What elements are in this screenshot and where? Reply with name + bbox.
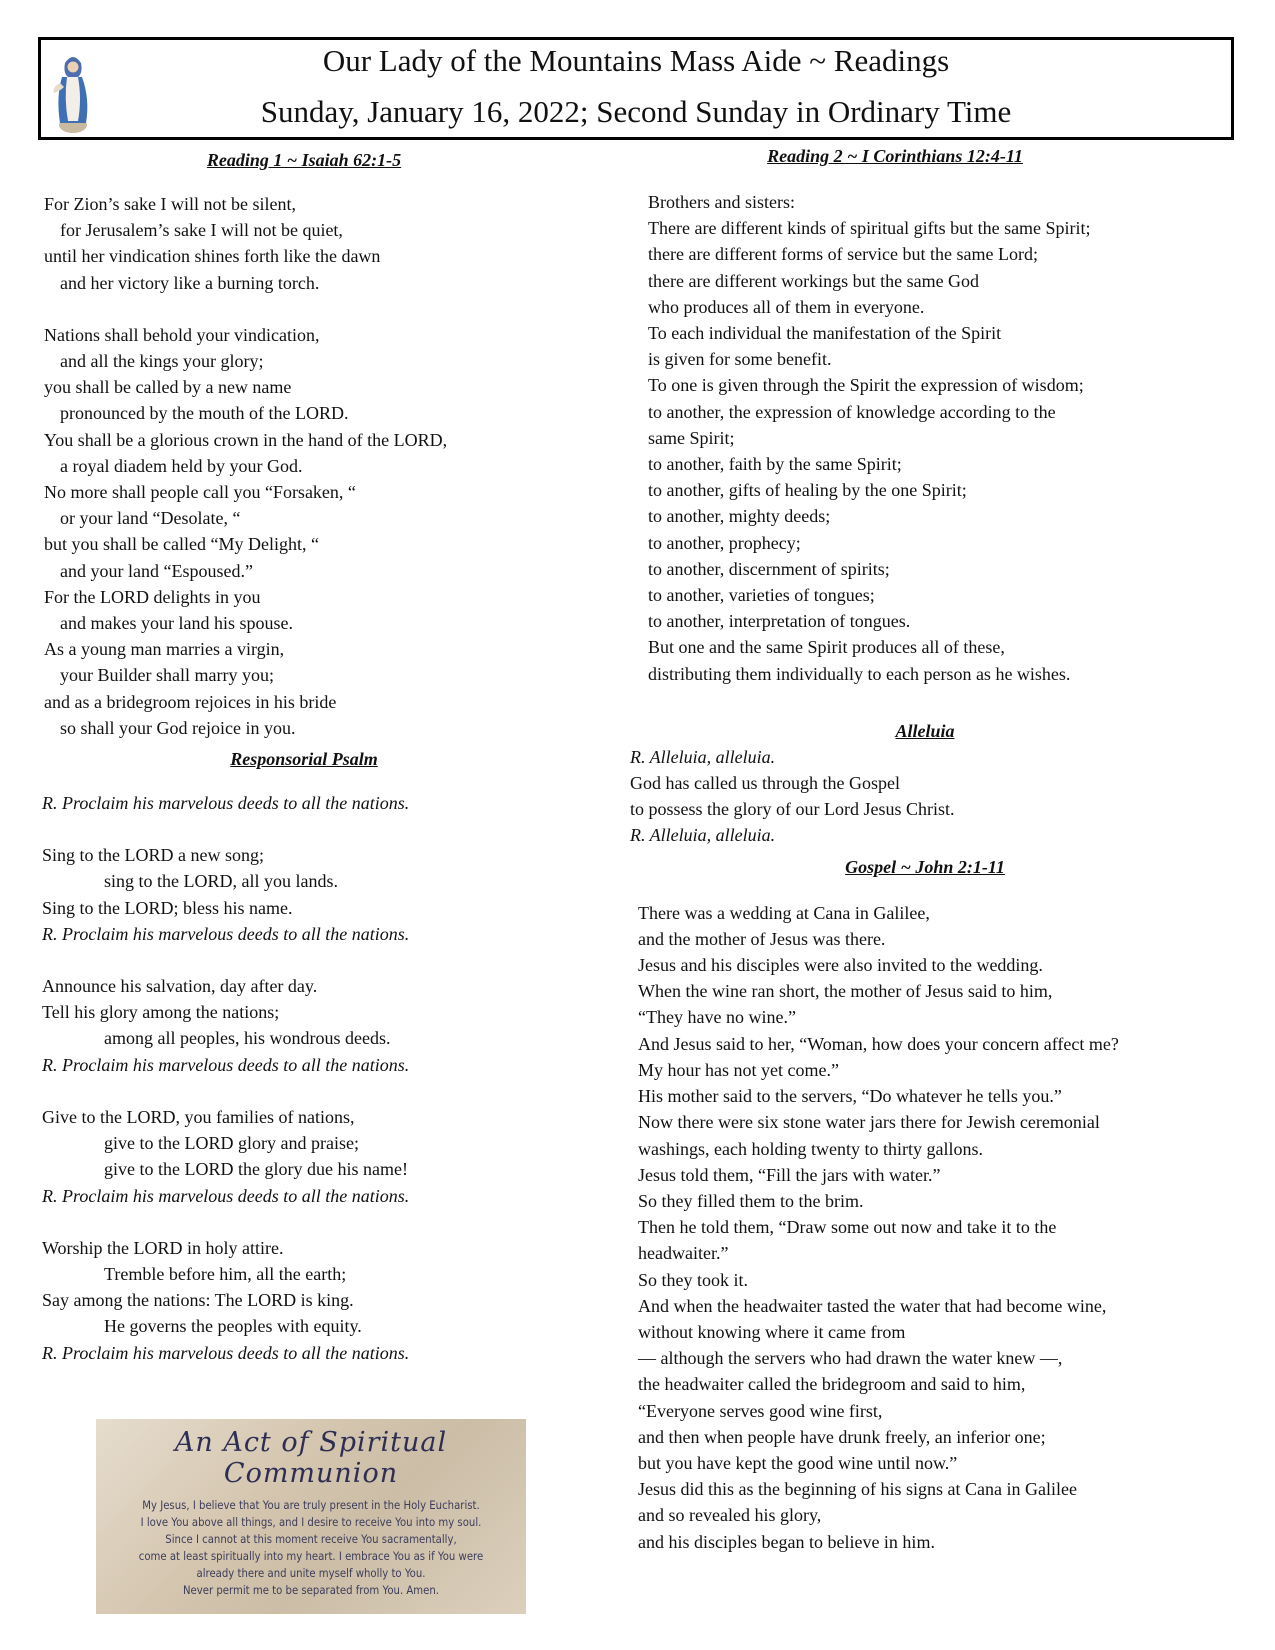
page-subtitle: Sunday, January 16, 2022; Second Sunday in Ordinary Time [260, 94, 1012, 129]
response-line: R. Alleluia, alleluia. [630, 825, 776, 846]
communion-line: come at least spiritually into my heart. I embrace You as if You were [138, 1549, 484, 1563]
text-line: who produces all of them in everyone. [648, 296, 925, 317]
text-line: My hour has not yet come.” [638, 1059, 839, 1080]
text-line: and makes your land his spouse. [60, 613, 293, 634]
spiritual-communion-card [96, 1419, 526, 1614]
text-line: For the LORD delights in you [44, 586, 261, 607]
text-line: Then he told them, “Draw some out now and take it to the [638, 1217, 1057, 1238]
psalm-text [42, 790, 624, 1366]
text-line: When the wine ran short, the mother of Jesus said to him, [638, 981, 1053, 1002]
text-line: and her victory like a burning torch. [60, 272, 320, 293]
text-line: and all the kings your glory; [60, 351, 264, 372]
text-line: headwaiter.” [638, 1243, 729, 1264]
text-line: pronounced by the mouth of the LORD. [60, 403, 349, 424]
spacer [42, 947, 624, 973]
reading1-text [44, 191, 624, 741]
spacer [44, 296, 624, 322]
text-line: to another, discernment of spirits; [648, 558, 890, 579]
spacer [42, 816, 624, 842]
text-line: among all peoples, his wondrous deeds. [104, 1028, 391, 1049]
text-line: sing to the LORD, all you lands. [104, 871, 338, 892]
text-line: and the mother of Jesus was there. [638, 928, 886, 949]
text-line: for Jerusalem’s sake I will not be quiet, [60, 220, 343, 241]
text-line: And Jesus said to her, “Woman, how does your concern affect me? [638, 1033, 1119, 1054]
text-line: Brothers and sisters: [648, 192, 795, 212]
text-line: but you shall be called “My Delight, “ [44, 534, 319, 555]
text-line: No more shall people call you “Forsaken, “ [44, 482, 356, 503]
text-line: the headwaiter called the bridegroom and said to him, [638, 1374, 1026, 1395]
text-line: your Builder shall marry you; [60, 665, 274, 686]
text-line: For Zion’s sake I will not be silent, [44, 194, 296, 214]
text-line: God has called us through the Gospel [630, 773, 900, 794]
text-line: Tell his glory among the nations; [42, 1002, 280, 1023]
communion-line: Never permit me to be separated from You. Amen. [182, 1583, 440, 1597]
communion-line: I love You above all things, and I desire to receive You into my soul. [140, 1515, 482, 1529]
text-line: you shall be called by a new name [44, 377, 292, 398]
text-line: and his disciples began to believe in him. [638, 1531, 935, 1552]
text-line: and then when people have drunk freely, an inferior one; [638, 1426, 1046, 1447]
text-line: to another, prophecy; [648, 532, 801, 553]
text-line: To each individual the manifestation of the Spirit [648, 323, 1002, 344]
right-column [630, 146, 1240, 1555]
text-line: so shall your God rejoice in you. [60, 717, 296, 738]
text-line: to another, interpretation of tongues. [648, 611, 911, 632]
alleluia-text [630, 744, 1240, 849]
text-line: to possess the glory of our Lord Jesus Christ. [630, 799, 955, 820]
response-line: R. Proclaim his marvelous deeds to all the nations. [42, 1185, 410, 1206]
text-line: As a young man marries a virgin, [44, 639, 285, 660]
text-line: Tremble before him, all the earth; [104, 1263, 347, 1284]
text-line: But one and the same Spirit produces all of these, [648, 637, 1005, 658]
text-line: there are different forms of service but the same Lord; [648, 244, 1039, 265]
response-line: R. Alleluia, alleluia. [630, 746, 776, 767]
text-line: “They have no wine.” [638, 1007, 796, 1028]
text-line: So they filled them to the brim. [638, 1190, 864, 1211]
text-line: His mother said to the servers, “Do whatever he tells you.” [638, 1086, 1062, 1107]
text-line: same Spirit; [648, 427, 735, 448]
text-line: to another, varieties of tongues; [648, 585, 875, 606]
text-line: a royal diadem held by your God. [60, 455, 303, 476]
text-line: and your land “Espoused.” [60, 560, 253, 581]
text-line: And when the headwaiter tasted the water that had become wine, [638, 1295, 1107, 1316]
text-line: until her vindication shines forth like the dawn [44, 246, 381, 267]
text-line: to another, mighty deeds; [648, 506, 831, 527]
text-line: distributing them individually to each person as he wishes. [648, 663, 1071, 684]
text-line: Jesus did this as the beginning of his signs at Cana in Galilee [638, 1479, 1077, 1500]
text-line: Jesus and his disciples were also invited to the wedding. [638, 955, 1043, 976]
text-line: to another, gifts of healing by the one Spirit; [648, 480, 967, 501]
reading1-heading: Reading 1 ~ Isaiah 62:1-5 [206, 150, 402, 170]
communion-line: Since I cannot at this moment receive You sacramentally, [165, 1532, 457, 1546]
text-line: You shall be a glorious crown in the hand of the LORD, [44, 429, 448, 450]
reading2-text [648, 189, 1240, 687]
gospel-heading: Gospel ~ John 2:1-11 [845, 856, 1005, 877]
text-line: Say among the nations: The LORD is king. [42, 1290, 354, 1311]
text-line: Now there were six stone water jars there for Jewish ceremonial [638, 1112, 1100, 1133]
response-line: R. Proclaim his marvelous deeds to all the nations. [42, 1342, 410, 1363]
header-box [38, 37, 1234, 140]
text-line: give to the LORD the glory due his name! [104, 1159, 408, 1180]
text-line: He governs the peoples with equity. [104, 1316, 362, 1337]
text-line: Give to the LORD, you families of nations, [42, 1106, 355, 1127]
text-line: So they took it. [638, 1269, 749, 1290]
communion-title: An Act of Spiritual Communion [174, 1427, 448, 1489]
gospel-text [638, 900, 1240, 1555]
text-line: Announce his salvation, day after day. [42, 976, 318, 997]
text-line: To one is given through the Spirit the expression of wisdom; [648, 375, 1084, 396]
spacer [42, 1209, 624, 1235]
text-line: Jesus told them, “Fill the jars with water.” [638, 1164, 941, 1185]
text-line: give to the LORD glory and praise; [104, 1133, 359, 1154]
left-column [44, 150, 624, 1366]
alleluia-heading: Alleluia [895, 720, 955, 741]
spacer [42, 1078, 624, 1104]
text-line: but you have kept the good wine until now.” [638, 1452, 958, 1473]
response-line: R. Proclaim his marvelous deeds to all the nations. [42, 923, 410, 944]
text-line: without knowing where it came from [638, 1321, 906, 1342]
text-line: — although the servers who had drawn the water knew —, [638, 1348, 1063, 1369]
text-line: Nations shall behold your vindication, [44, 324, 320, 345]
page-title: Our Lady of the Mountains Mass Aide ~ Readings [322, 43, 950, 78]
text-line: There was a wedding at Cana in Galilee, [638, 902, 930, 923]
response-line: R. Proclaim his marvelous deeds to all the nations. [42, 793, 410, 814]
psalm-heading: Responsorial Psalm [230, 749, 378, 770]
text-line: Worship the LORD in holy attire. [42, 1237, 284, 1258]
text-line: to another, faith by the same Spirit; [648, 454, 902, 475]
reading2-heading: Reading 2 ~ I Corinthians 12:4-11 [767, 146, 1023, 166]
text-line: is given for some benefit. [648, 349, 832, 370]
text-line: Sing to the LORD a new song; [42, 845, 264, 866]
text-line: “Everyone serves good wine first, [638, 1400, 883, 1421]
text-line: and as a bridegroom rejoices in his bride [44, 691, 337, 712]
text-line: washings, each holding twenty to thirty gallons. [638, 1138, 983, 1159]
response-line: R. Proclaim his marvelous deeds to all the nations. [42, 1054, 410, 1075]
text-line: Sing to the LORD; bless his name. [42, 897, 293, 918]
text-line: There are different kinds of spiritual gifts but the same Spirit; [648, 218, 1091, 239]
text-line: to another, the expression of knowledge according to the [648, 401, 1056, 422]
text-line: and so revealed his glory, [638, 1505, 822, 1526]
communion-line: My Jesus, I believe that You are truly present in the Holy Eucharist. [142, 1498, 480, 1512]
text-line: there are different workings but the same God [648, 270, 980, 291]
communion-line: already there and unite myself wholly to You. [196, 1566, 426, 1580]
text-line: or your land “Desolate, “ [60, 508, 241, 529]
